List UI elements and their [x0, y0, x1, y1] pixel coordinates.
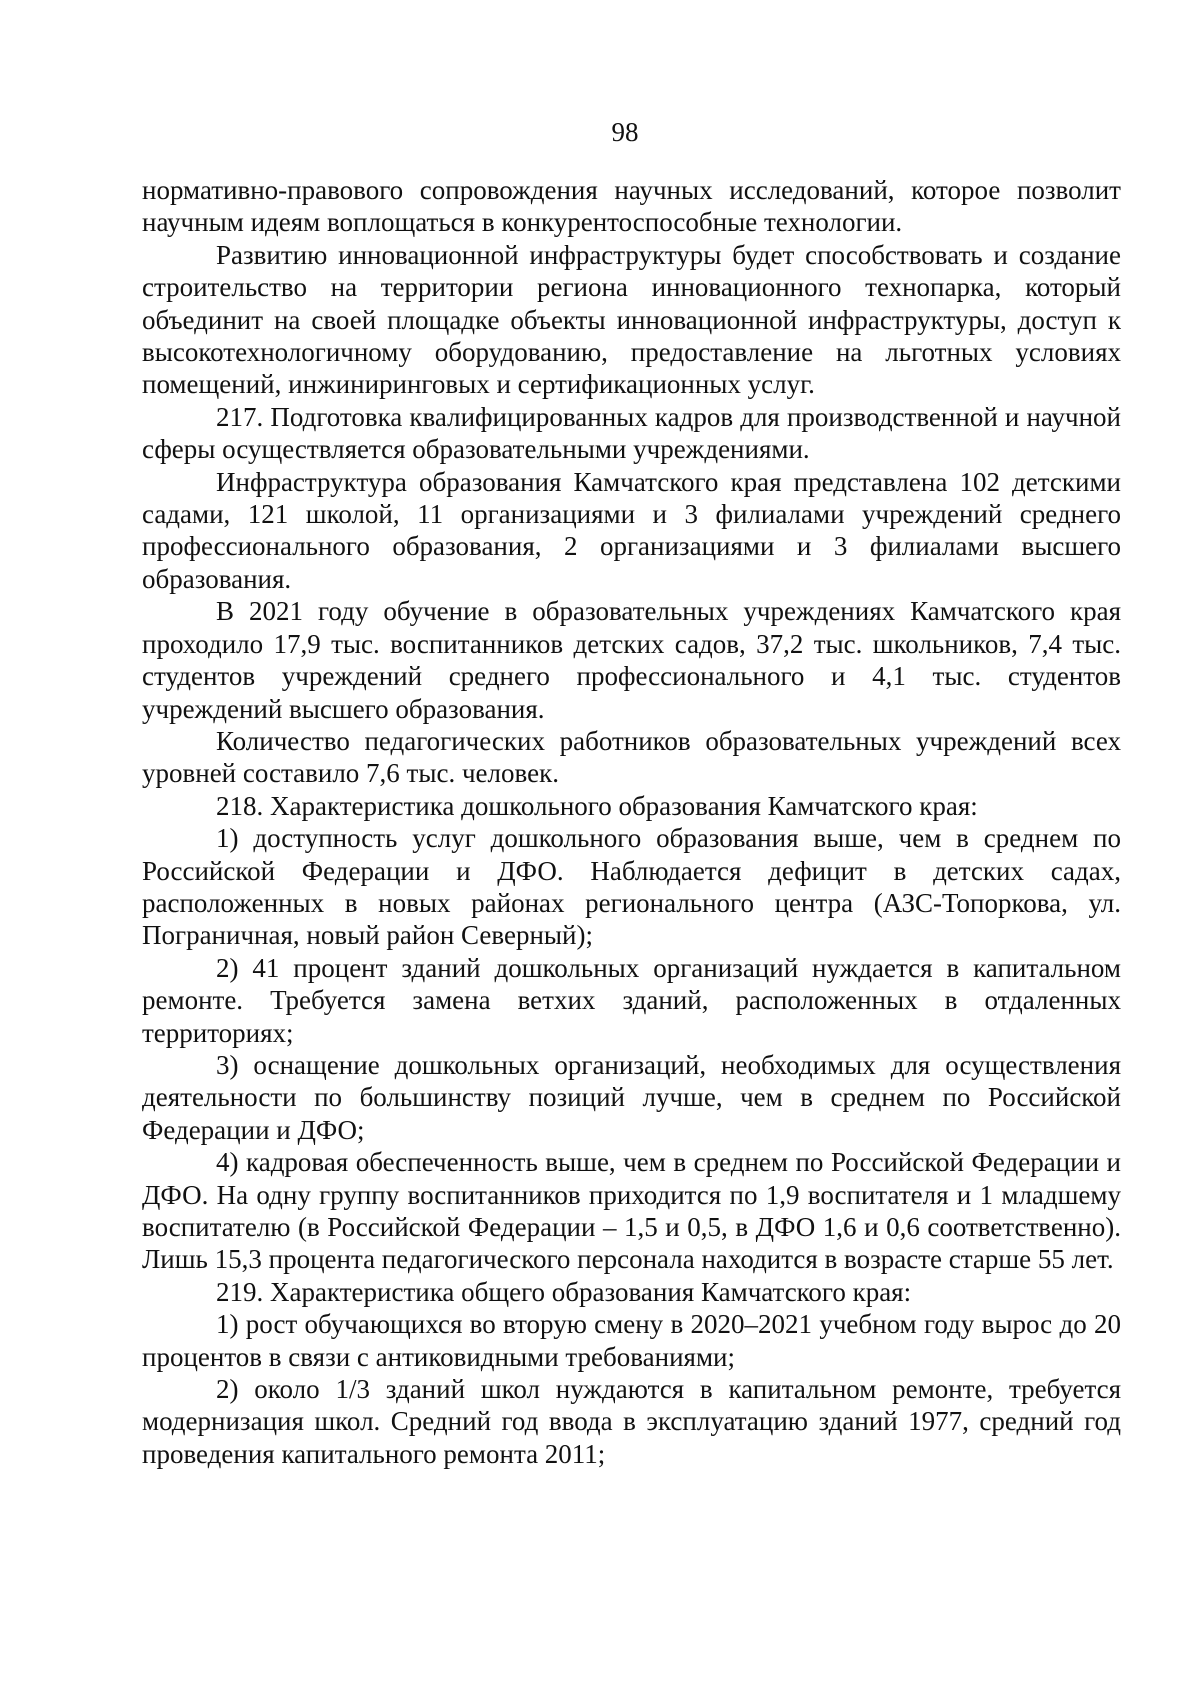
paragraph-teaching-staff: Количество педагогических работников образовательных учреждений всех уровней составило 7,6 тыс. человек.	[142, 725, 1121, 789]
paragraph-innovation-infrastructure: Развитию инновационной инфраструктуры будет способствовать и создание строительство на территории региона инновационного технопарка, который объединит на своей площадке объекты инновационной инфраструктуры, доступ к высокотехнологичному оборудованию, предоставление на льготных условиях помещений, инжиниринговых и сертификационных услуг.	[142, 239, 1121, 400]
paragraph-218-heading: 218. Характеристика дошкольного образования Камчатского края:	[216, 790, 978, 821]
paragraph-219-item-1: 1) рост обучающихся во вторую смену в 2020–2021 учебном году вырос до 20 процентов в связи с антиковидными требованиями;	[142, 1309, 1121, 1372]
paragraph-219-item-2: 2) около 1/3 зданий школ нуждаются в капитальном ремонте, требуется модернизация школ. Средний год ввода в эксплуатацию зданий 1977, средний год проведения капитального ремонта 2011;	[142, 1374, 1121, 1469]
paragraph-217: 217. Подготовка квалифицированных кадров для производственной и научной сферы осуществляется образовательными учреждениями.	[142, 401, 1121, 465]
paragraph-2021-enrollment: В 2021 году обучение в образовательных учреждениях Камчатского края проходило 17,9 тыс. воспитанников детских садов, 37,2 тыс. школьников, 7,4 тыс. студентов учреждений среднего профессионального и 4,1 тыс. студентов учреждений высшего образования.	[142, 596, 1121, 724]
page-number: 98	[611, 117, 639, 147]
paragraph-218-item-4: 4) кадровая обеспеченность выше, чем в среднем по Российской Федерации и ДФО. На одну группу воспитанников приходится по 1,9 воспитателя и 1 младшему воспитателю (в Российской Федерации – 1,5 и 0,5, в ДФО 1,6 и 0,6 соответственно). Лишь 15,3 процента педагогического персонала находится в возрасте старше 55 лет.	[142, 1147, 1121, 1275]
paragraph-education-infrastructure: Инфраструктура образования Камчатского края представлена 102 детскими садами, 121 школой, 11 организациями и 3 филиалами учреждений среднего профессионального образования, 2 организациями и 3 филиалами высшего образования.	[142, 466, 1121, 594]
paragraph-218-item-2: 2) 41 процент зданий дошкольных организаций нуждается в капитальном ремонте. Требуется замена ветхих зданий, расположенных в отдаленных территориях;	[142, 952, 1121, 1048]
paragraph-218-item-3: 3) оснащение дошкольных организаций, необходимых для осуществления деятельности по большинству позиций лучше, чем в среднем по Российской Федерации и ДФО;	[142, 1049, 1121, 1145]
paragraph-continuation: нормативно-правового сопровождения научных исследований, которое позволит научным идеям воплощаться в конкурентоспособные технологии.	[142, 175, 1121, 238]
paragraph-219-heading: 219. Характеристика общего образования Камчатского края:	[216, 1276, 912, 1307]
body-text	[142, 174, 1121, 1470]
paragraph-218-item-1: 1) доступность услуг дошкольного образования выше, чем в среднем по Российской Федерации и ДФО. Наблюдается дефицит в детских садах, расположенных в новых районах регионального центра (АЗС-Топоркова, ул. Пограничная, новый район Северный);	[142, 823, 1121, 951]
